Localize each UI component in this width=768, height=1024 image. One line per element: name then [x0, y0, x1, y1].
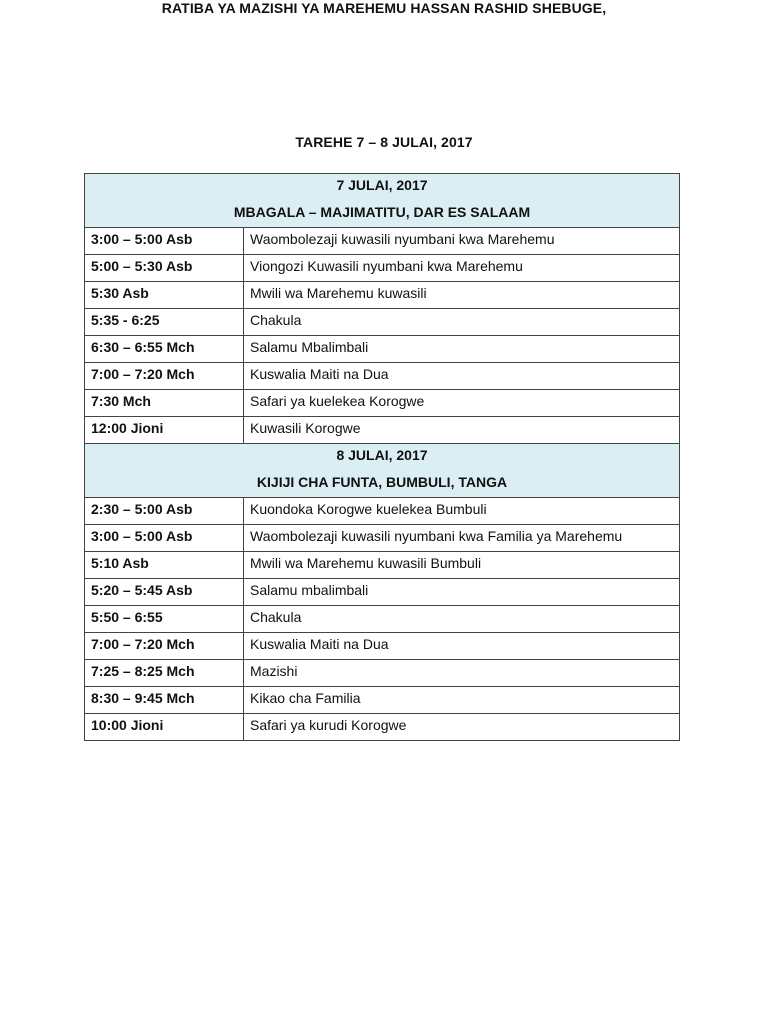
activity-cell: Waombolezaji kuwasili nyumbani kwa Familia ya Marehemu [244, 525, 680, 552]
time-cell: 2:30 – 5:00 Asb [85, 498, 244, 525]
time-cell: 5:00 – 5:30 Asb [85, 255, 244, 282]
activity-cell: Salamu mbalimbali [244, 579, 680, 606]
table-row [85, 255, 680, 282]
document-title: RATIBA YA MAZISHI YA MAREHEMU HASSAN RASHID SHEBUGE, [161, 0, 607, 16]
activity-cell: Kikao cha Familia [244, 687, 680, 714]
section-header-row [85, 444, 680, 498]
time-cell: 5:50 – 6:55 [85, 606, 244, 633]
table-row [85, 714, 680, 741]
table-row [85, 228, 680, 255]
activity-cell: Mwili wa Marehemu kuwasili Bumbuli [244, 552, 680, 579]
time-cell: 3:00 – 5:00 Asb [85, 228, 244, 255]
section-date: 8 JULAI, 2017 [336, 447, 428, 463]
activity-cell: Safari ya kurudi Korogwe [244, 714, 680, 741]
table-row [85, 687, 680, 714]
time-cell: 8:30 – 9:45 Mch [85, 687, 244, 714]
table-row [85, 660, 680, 687]
table-row [85, 525, 680, 552]
activity-cell: Waombolezaji kuwasili nyumbani kwa Marehemu [244, 228, 680, 255]
table-row [85, 309, 680, 336]
activity-cell: Safari ya kuelekea Korogwe [244, 390, 680, 417]
activity-cell: Chakula [244, 606, 680, 633]
table-row [85, 390, 680, 417]
time-cell: 5:20 – 5:45 Asb [85, 579, 244, 606]
time-cell: 5:10 Asb [85, 552, 244, 579]
table-row [85, 498, 680, 525]
activity-cell: Kuswalia Maiti na Dua [244, 363, 680, 390]
table-row [85, 552, 680, 579]
table-row [85, 606, 680, 633]
time-cell: 3:00 – 5:00 Asb [85, 525, 244, 552]
activity-cell: Kuswalia Maiti na Dua [244, 633, 680, 660]
table-row [85, 336, 680, 363]
time-cell: 7:00 – 7:20 Mch [85, 633, 244, 660]
time-cell: 5:30 Asb [85, 282, 244, 309]
document-subtitle: TAREHE 7 – 8 JULAI, 2017 [295, 134, 473, 150]
activity-cell: Kuwasili Korogwe [244, 417, 680, 444]
section-place: KIJIJI CHA FUNTA, BUMBULI, TANGA [256, 474, 508, 490]
table-row [85, 579, 680, 606]
time-cell: 6:30 – 6:55 Mch [85, 336, 244, 363]
section-place: MBAGALA – MAJIMATITU, DAR ES SALAAM [233, 204, 531, 220]
activity-cell: Mwili wa Marehemu kuwasili [244, 282, 680, 309]
activity-cell: Viongozi Kuwasili nyumbani kwa Marehemu [244, 255, 680, 282]
time-cell: 10:00 Jioni [85, 714, 244, 741]
time-cell: 7:25 – 8:25 Mch [85, 660, 244, 687]
schedule-table [84, 173, 680, 741]
time-cell: 7:00 – 7:20 Mch [85, 363, 244, 390]
time-cell: 7:30 Mch [85, 390, 244, 417]
activity-cell: Chakula [244, 309, 680, 336]
table-row [85, 282, 680, 309]
table-row [85, 363, 680, 390]
section-date: 7 JULAI, 2017 [336, 177, 428, 193]
section-header [85, 444, 680, 498]
table-row [85, 417, 680, 444]
table-row [85, 633, 680, 660]
time-cell: 12:00 Jioni [85, 417, 244, 444]
activity-cell: Salamu Mbalimbali [244, 336, 680, 363]
activity-cell: Kuondoka Korogwe kuelekea Bumbuli [244, 498, 680, 525]
section-header-row [85, 174, 680, 228]
section-header [85, 174, 680, 228]
time-cell: 5:35 - 6:25 [85, 309, 244, 336]
activity-cell: Mazishi [244, 660, 680, 687]
